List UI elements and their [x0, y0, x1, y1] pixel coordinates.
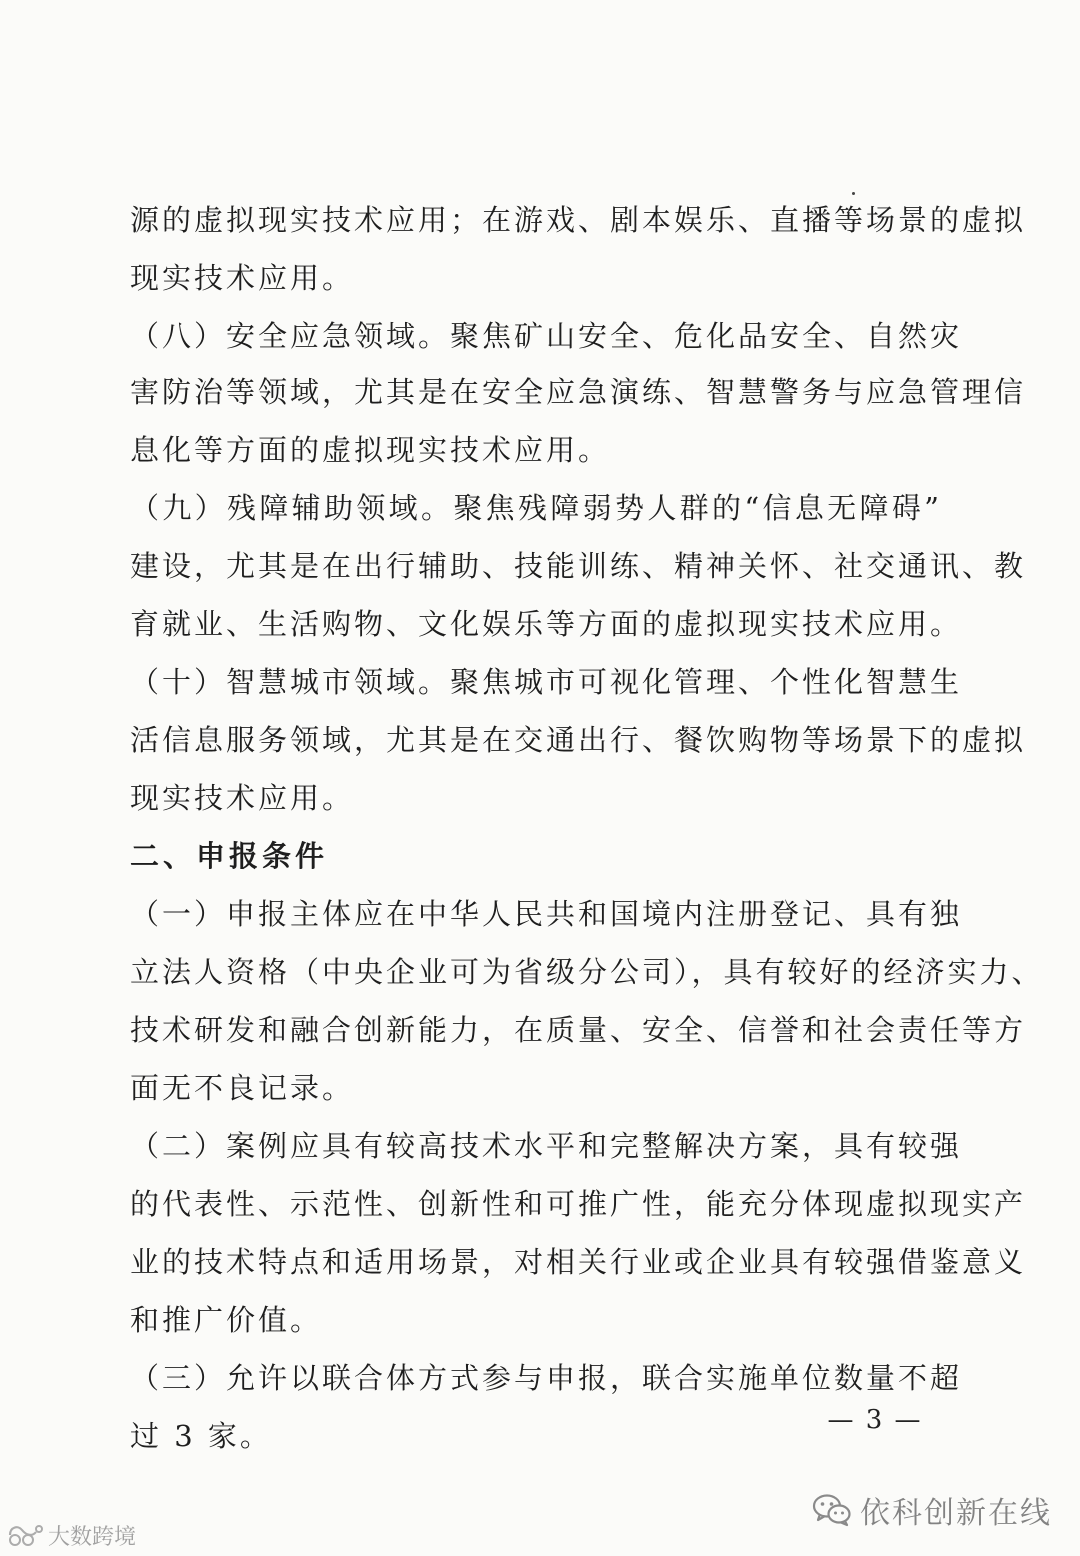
page-number: — 3 —: [827, 1405, 923, 1435]
text-line: 息化等方面的虚拟现实技术应用。: [130, 433, 611, 467]
text-line: （一）申报主体应在中华人民共和国境内注册登记、具有独: [130, 897, 963, 931]
text-line: （十）智慧城市领域。聚焦城市可视化管理、个性化智慧生: [130, 665, 963, 699]
text-line: （三）允许以联合体方式参与申报，联合实施单位数量不超: [130, 1361, 963, 1395]
watermark-source-text: 依科创新在线: [860, 1496, 1052, 1531]
watermark-brand: [6, 1518, 136, 1552]
text-line: 的代表性、示范性、创新性和可推广性，能充分体现虚拟现实产: [130, 1187, 1027, 1221]
text-line: 源的虚拟现实技术应用；在游戏、剧本娱乐、直播等场景的虚拟: [130, 203, 1027, 237]
section-heading: 二、申报条件: [130, 839, 329, 873]
text-line: 现实技术应用。: [130, 261, 355, 295]
text-line: （二）案例应具有较高技术水平和完整解决方案，具有较强: [130, 1129, 963, 1163]
watermark-source: [812, 1490, 1052, 1530]
text-line: 技术研发和融合创新能力，在质量、安全、信誉和社会责任等方: [130, 1013, 1027, 1047]
scan-speck: [852, 192, 855, 195]
text-line: 过 3 家。: [130, 1419, 272, 1453]
text-line: （八）安全应急领域。聚焦矿山安全、危化品安全、自然灾: [130, 319, 963, 353]
text-line: 害防治等领域，尤其是在安全应急演练、智慧警务与应急管理信: [130, 375, 1027, 409]
text-line: 活信息服务领域，尤其是在交通出行、餐饮购物等场景下的虚拟: [130, 723, 1027, 757]
wechat-icon: [812, 1493, 852, 1527]
text-line: （九）残障辅助领域。聚焦残障弱势人群的“信息无障碍”: [130, 491, 942, 525]
brand-logo-icon: [6, 1521, 44, 1549]
text-line: 现实技术应用。: [130, 781, 355, 815]
text-line: 建设，尤其是在出行辅助、技能训练、精神关怀、社交通讯、教: [130, 549, 1027, 583]
text-line: 立法人资格（中央企业可为省级分公司），具有较好的经济实力、: [130, 955, 1044, 989]
text-line: 和推广价值。: [130, 1303, 323, 1337]
watermark-brand-text: 大数跨境: [48, 1524, 137, 1550]
text-line: 面无不良记录。: [130, 1071, 355, 1105]
text-line: 业的技术特点和适用场景，对相关行业或企业具有较强借鉴意义: [130, 1245, 1027, 1279]
text-line: 育就业、生活购物、文化娱乐等方面的虚拟现实技术应用。: [130, 607, 963, 641]
